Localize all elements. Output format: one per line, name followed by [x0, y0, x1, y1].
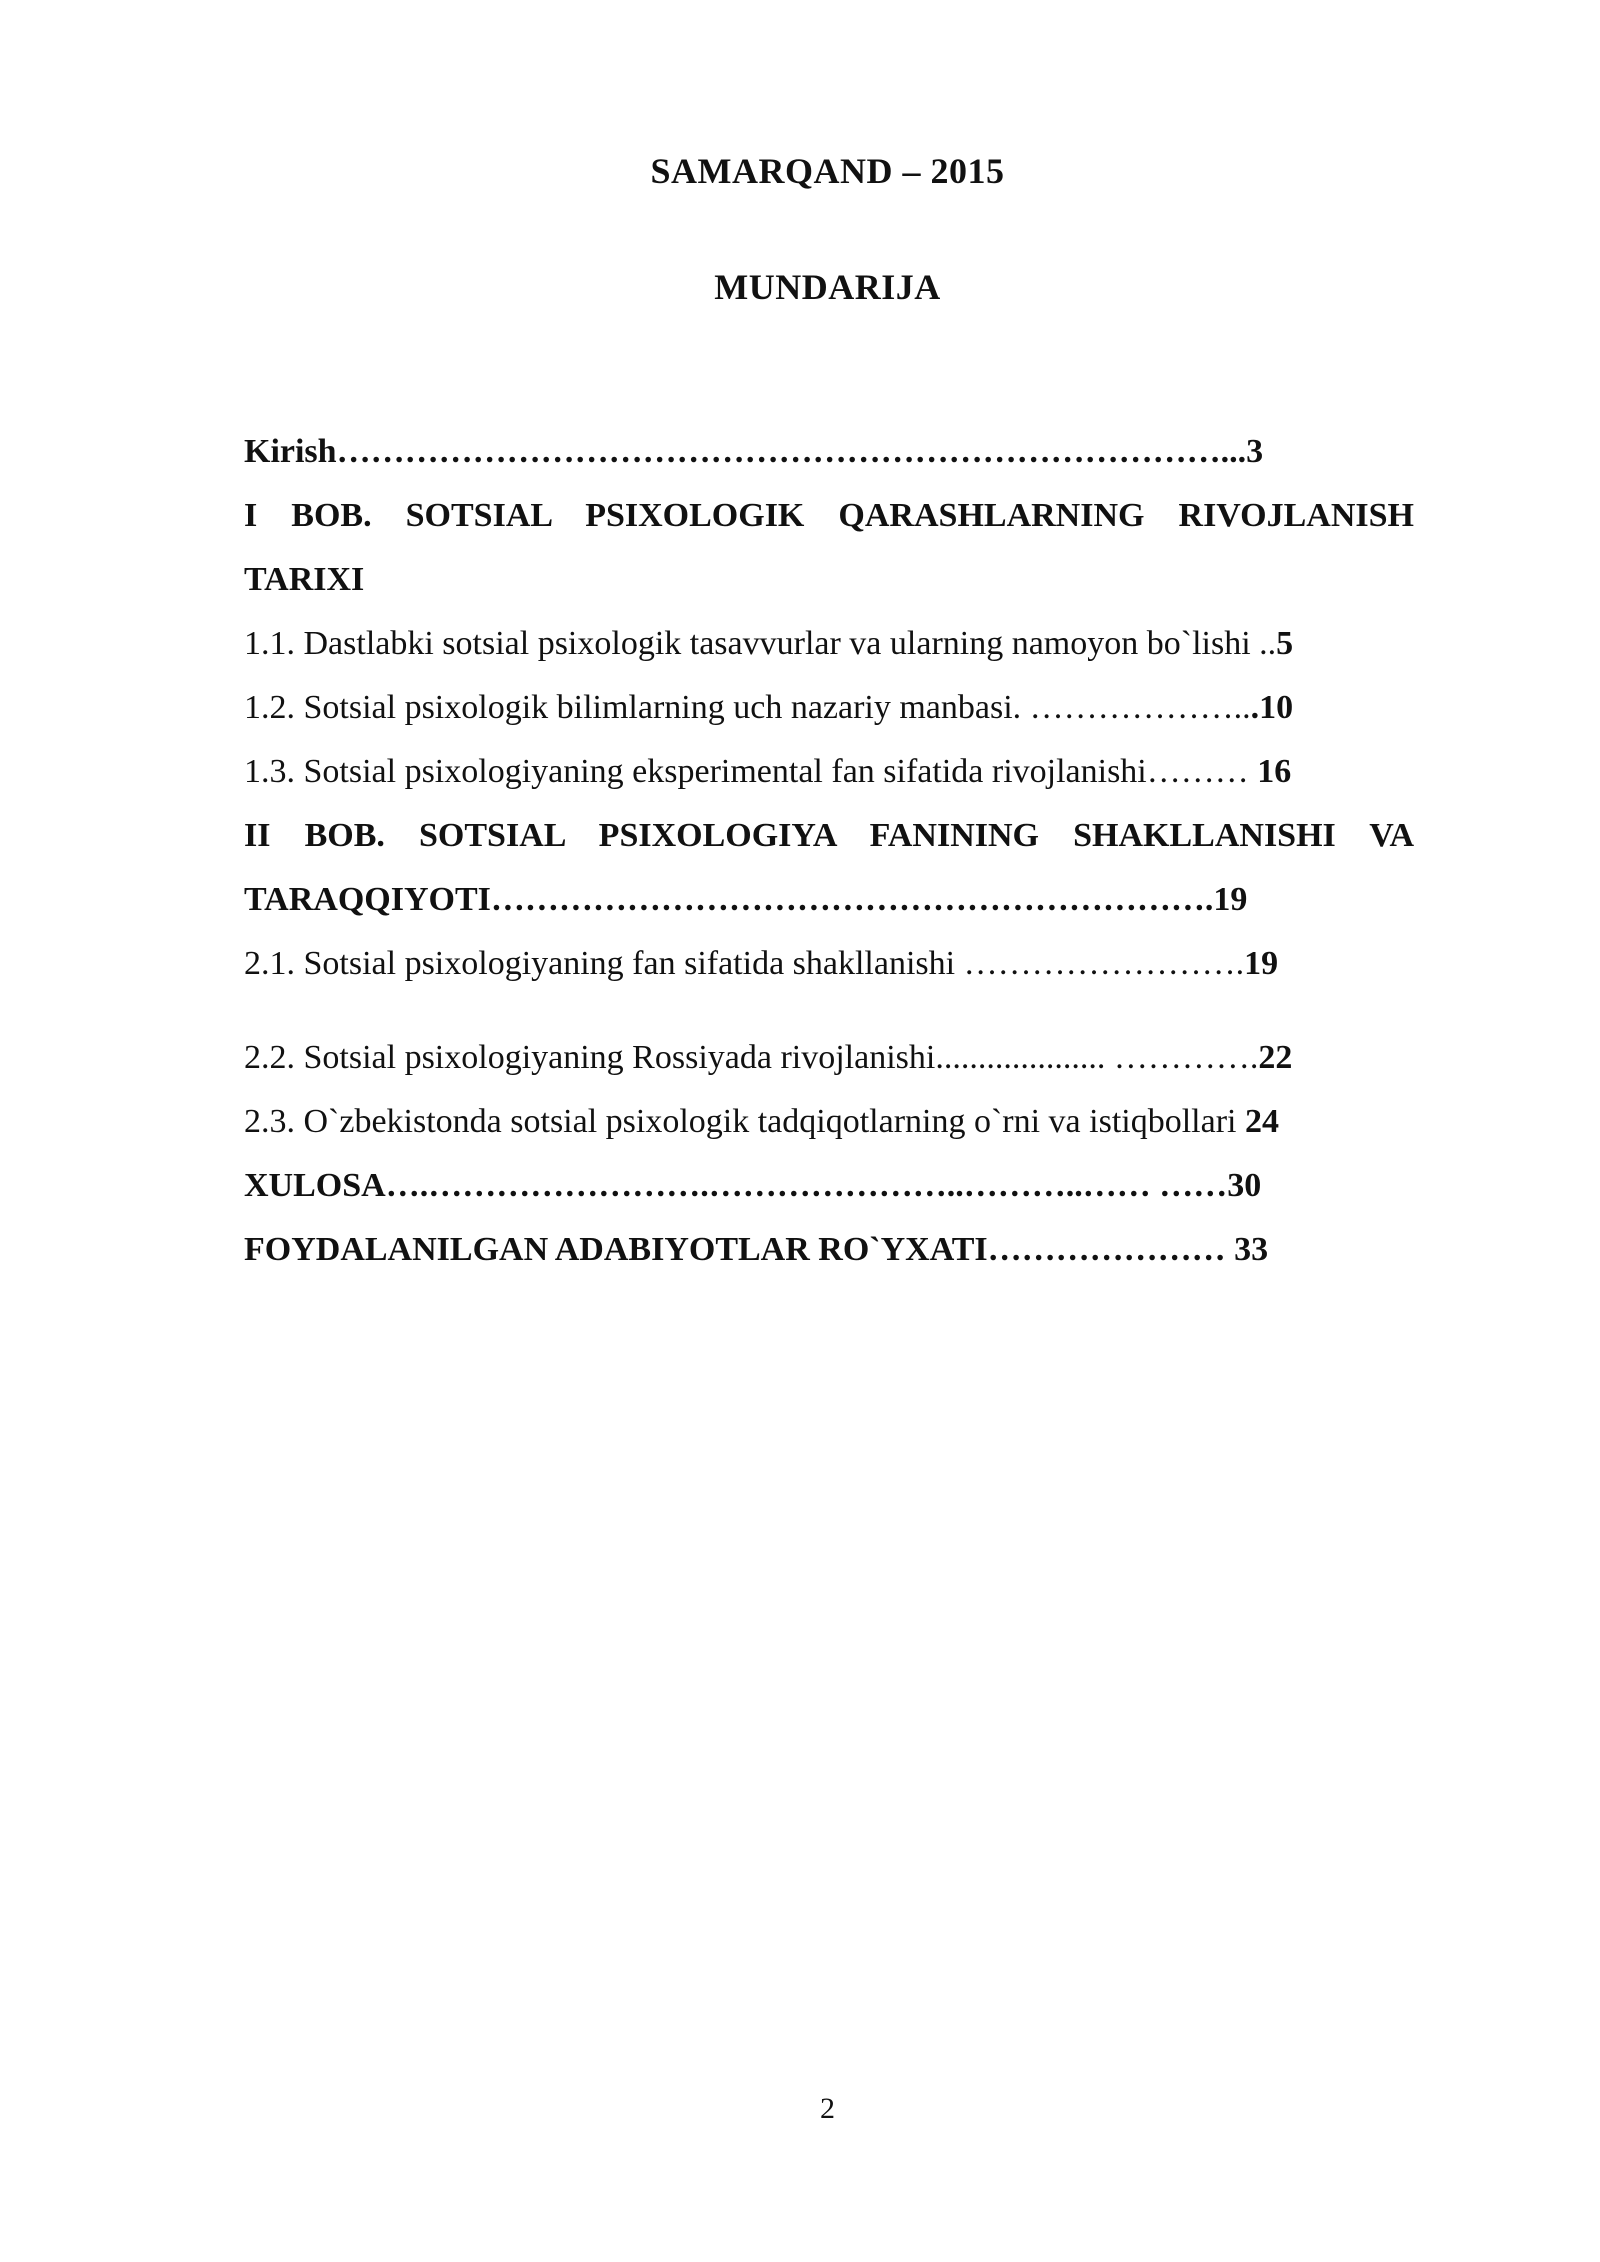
toc-entry-page: 24: [1244, 1103, 1279, 1140]
toc-entry-1-3: [244, 740, 1414, 804]
toc-entry-bibliography: [244, 1218, 1414, 1282]
toc-entry-text: 1.3. Sotsial psixologiyaning eksperimental fan sifatida rivojlanishi………: [244, 753, 1258, 790]
toc-entry-chapter-1-line-2: [244, 548, 1414, 612]
toc-entry-page: .10: [1250, 689, 1294, 726]
toc-entry-text: FOYDALANILGAN ADABIYOTLAR RO`YXATI………………… 33: [244, 1231, 1269, 1268]
toc-entry-text: 2.2. Sotsial psixologiyaning Rossiyada rivojlanishi.................... ………….: [244, 1039, 1259, 1076]
toc-entry-text: XULOSA….…………………….…………………..………..…… ……30: [244, 1167, 1262, 1204]
toc-entry-page: 19: [1244, 945, 1279, 982]
toc-entry-text: 2.3. O`zbekistonda sotsial psixologik tadqiqotlarning o`rni va istiqbollari: [244, 1103, 1245, 1140]
toc-entry-2-1: [244, 932, 1414, 996]
toc-entry-2-3: [244, 1090, 1414, 1154]
toc-title: MUNDARIJA: [714, 267, 941, 307]
toc-entry-text: 2.1. Sotsial psixologiyaning fan sifatida shakllanishi …………………….: [244, 945, 1245, 982]
toc-entry-xulosa: [244, 1154, 1414, 1218]
toc-entry-kirish: [244, 420, 1414, 484]
toc-entry-page: 16: [1257, 753, 1292, 790]
toc-entry-text: 1.1. Dastlabki sotsial psixologik tasavvurlar va ularning namoyon bo`lishi ..: [244, 625, 1277, 662]
toc-entry-text: TARAQQIYOTI……………………………………………………….19: [244, 881, 1248, 918]
toc-entry-text: I BOB. SOTSIAL PSIXOLOGIK QARASHLARNING RIVOJLANISH: [244, 497, 1414, 534]
toc-entry-chapter-1-line-1: [244, 484, 1414, 548]
toc-entry-page: 22: [1258, 1039, 1293, 1076]
toc-entry-text: TARIXI: [244, 561, 365, 598]
toc-entry-text: Kirish……………………………………………………………………...3: [244, 433, 1264, 470]
toc-entry-text: II BOB. SOTSIAL PSIXOLOGIYA FANINING SHAKLLANISHI VA: [244, 817, 1414, 854]
toc-entry-2-2: [244, 1026, 1414, 1090]
city-year-heading: SAMARQAND – 2015: [650, 151, 1005, 191]
toc-entry-page: 5: [1276, 625, 1294, 662]
toc-entry-chapter-2-line-1: [244, 804, 1414, 868]
toc-entry-chapter-2-line-2: [244, 868, 1414, 932]
toc-entry-1-2: [244, 676, 1414, 740]
table-of-contents: [244, 420, 1414, 1282]
toc-entry-text: 1.2. Sotsial psixologik bilimlarning uch nazariy manbasi. ………………..: [244, 689, 1251, 726]
toc-entry-1-1: [244, 612, 1414, 676]
page-number: 2: [820, 2092, 835, 2125]
